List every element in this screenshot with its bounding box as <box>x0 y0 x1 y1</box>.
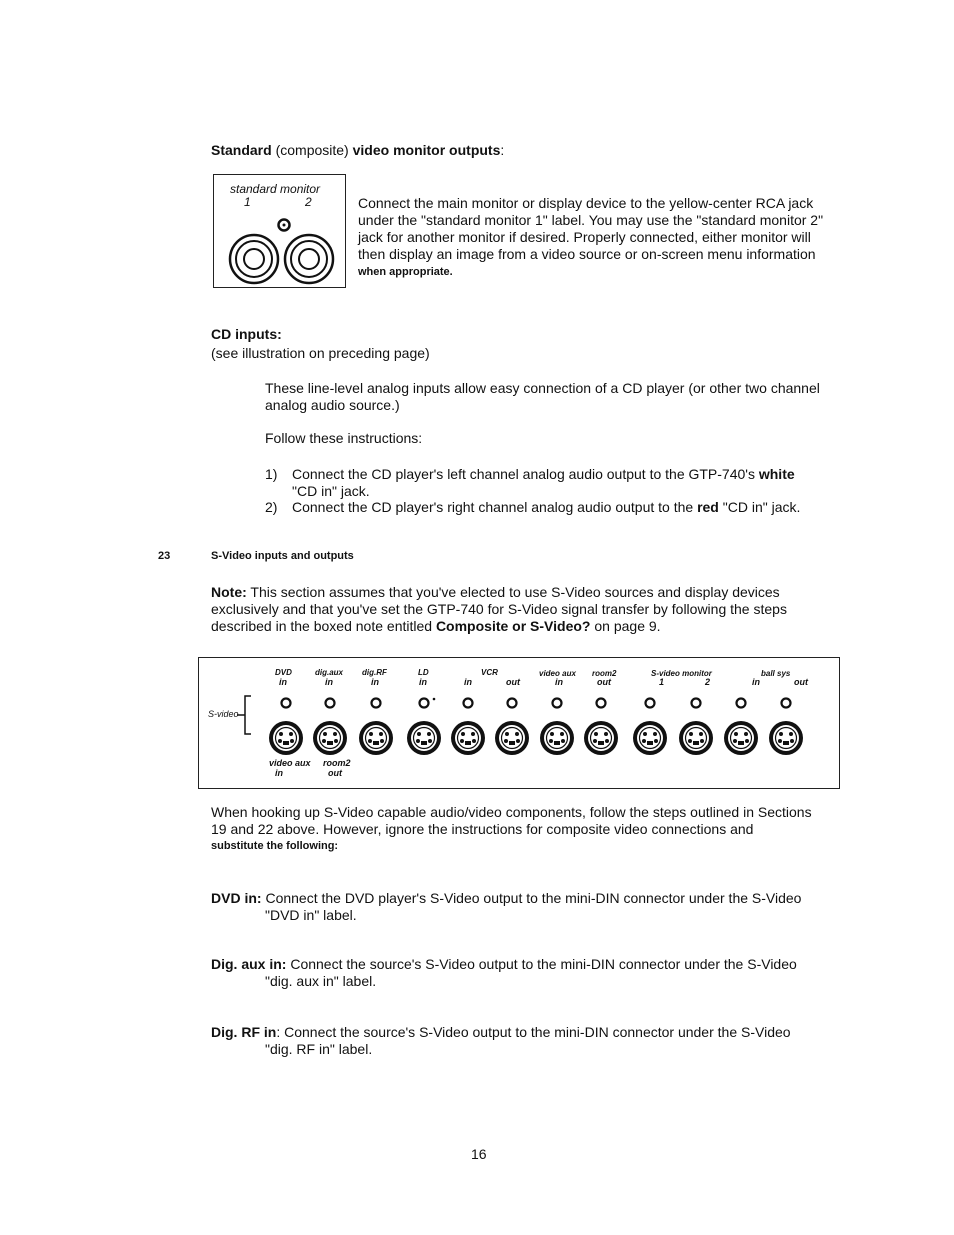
bottom-label-room2-out: out <box>328 768 342 778</box>
digrf-line1: : Connect the source's S-Video output to the mini-DIN connector under the S-Video <box>276 1024 791 1040</box>
cd-step2 <box>265 499 865 516</box>
label-ball-sys-in: in <box>752 677 760 687</box>
cd-subtitle: (see illustration on preceding page) <box>211 345 430 361</box>
digaux-paragraph <box>211 956 851 990</box>
cd-step1 <box>265 466 865 500</box>
cd-step1-number: 1) <box>265 466 278 482</box>
label-vcr-in: in <box>464 677 472 687</box>
label-svideo-monitor: S-video monitor <box>651 669 712 678</box>
note-line1: This section assumes that you've elected to use S-Video sources and display devices <box>246 584 780 600</box>
monitor-number-1: 1 <box>244 195 251 209</box>
composite-title-bold2: video monitor outputs <box>352 142 501 158</box>
label-room2-out: out <box>597 677 611 687</box>
label-video-aux-in: in <box>555 677 563 687</box>
page-number: 16 <box>471 1146 487 1162</box>
section-number: 23 <box>158 550 171 562</box>
svideo-jack <box>679 699 713 756</box>
dvd-in-line2: "DVD in" label. <box>265 907 357 923</box>
cd-title: CD inputs: <box>211 326 282 342</box>
svideo-jack <box>769 699 803 756</box>
svideo-jack <box>633 699 667 756</box>
label-room2: room2 <box>592 669 617 678</box>
note-line3b: on page 9. <box>590 618 661 634</box>
svideo-section-title: S-Video inputs and outputs <box>211 550 354 562</box>
svideo-note <box>211 584 851 635</box>
svideo-jack <box>313 699 347 756</box>
composite-description <box>358 195 878 281</box>
cd-step1-text-a: Connect the CD player's left channel analog audio output to the GTP-740's <box>292 466 759 482</box>
composite-title-regular: (composite) <box>271 142 353 158</box>
svideo-side-label: S-video <box>208 709 239 719</box>
svideo-jack <box>451 699 485 756</box>
label-monitor-1: 1 <box>659 677 665 687</box>
label-vcr-out: out <box>506 677 520 687</box>
label-video-aux: video aux <box>539 669 576 678</box>
composite-title <box>211 142 504 158</box>
note-line3a: described in the boxed note entitled <box>211 618 436 634</box>
label-digrf: dig.RF <box>362 668 387 677</box>
label-vcr: VCR <box>481 668 498 677</box>
after-panel-line3: substitute the following: <box>211 840 339 852</box>
composite-desc-line: Connect the main monitor or display device to the yellow-center RCA jack <box>358 195 814 211</box>
svideo-jack <box>407 699 441 756</box>
svideo-jack <box>495 699 529 756</box>
bottom-label-video-aux-in: in <box>275 768 283 778</box>
label-dvd: DVD <box>275 668 292 677</box>
cd-follow: Follow these instructions: <box>265 430 423 446</box>
svideo-jack <box>584 699 618 756</box>
composite-desc-last: when appropriate. <box>358 266 453 278</box>
bottom-label-video-aux: video aux <box>269 758 311 768</box>
label-ball-sys: ball sys <box>761 669 791 678</box>
svideo-jack <box>359 699 393 756</box>
cd-intro-line2: analog audio source.) <box>265 397 400 413</box>
label-digaux: dig.aux <box>315 668 344 677</box>
label-ball-sys-out: out <box>794 677 808 687</box>
cd-step2-text-b: "CD in" jack. <box>718 499 801 515</box>
label-ld-in: in <box>419 677 427 687</box>
label-digaux-in: in <box>325 677 333 687</box>
after-panel-line2: 19 and 22 above. However, ignore the instructions for composite video connections and <box>211 821 754 837</box>
digaux-label: Dig. aux in: <box>211 956 287 972</box>
digrf-paragraph <box>211 1024 851 1058</box>
dvd-in-line1: Connect the DVD player's S-Video output to the mini-DIN connector under the S-Video <box>261 890 802 906</box>
composite-desc-line: under the "standard monitor 1" label. You may use the "standard monitor 2" <box>358 212 824 228</box>
note-line3-bold: Composite or S-Video? <box>435 618 591 634</box>
standard-monitor-box <box>213 174 346 288</box>
composite-desc-line: jack for another monitor if desired. Properly connected, either monitor will <box>358 229 811 245</box>
composite-title-bold1: Standard <box>211 142 272 158</box>
digrf-label: Dig. RF in <box>211 1024 277 1040</box>
svideo-connector-panel <box>198 657 840 789</box>
composite-desc-line: then display an image from a video source or on-screen menu information <box>358 246 816 262</box>
cd-intro <box>265 380 865 414</box>
note-label: Note: <box>211 584 247 600</box>
after-panel-line1: When hooking up S-Video capable audio/video components, follow the steps outlined in Sections <box>211 804 812 820</box>
after-panel-text <box>211 804 851 855</box>
cd-step2-number: 2) <box>265 499 278 515</box>
cd-step2-bold: red <box>697 499 719 515</box>
dvd-in-label: DVD in: <box>211 890 262 906</box>
bottom-label-room2: room2 <box>323 758 351 768</box>
label-digrf-in: in <box>371 677 379 687</box>
dvd-in-paragraph <box>211 890 851 924</box>
digaux-line1: Connect the source's S-Video output to the mini-DIN connector under the S-Video <box>286 956 797 972</box>
svideo-jack <box>724 699 758 756</box>
cd-step1-text-b: "CD in" jack. <box>292 483 370 499</box>
label-ld: LD <box>418 668 429 677</box>
cd-step1-bold: white <box>758 466 795 482</box>
composite-title-colon: : <box>500 142 505 158</box>
digrf-line2: "dig. RF in" label. <box>265 1041 373 1057</box>
standard-monitor-label: standard monitor <box>230 182 321 196</box>
cd-intro-line1: These line-level analog inputs allow easy connection of a CD player (or other two channel <box>265 380 820 396</box>
note-line2: exclusively and that you've set the GTP-740 for S-Video signal transfer by following the steps <box>211 601 787 617</box>
svideo-jacks-icon <box>199 658 839 788</box>
rca-jacks-icon <box>214 211 345 287</box>
digaux-line2: "dig. aux in" label. <box>265 973 377 989</box>
svideo-jack <box>540 699 574 756</box>
label-monitor-2: 2 <box>705 677 711 687</box>
monitor-number-2: 2 <box>305 195 312 209</box>
svideo-jack <box>269 699 303 756</box>
cd-step2-text-a: Connect the CD player's right channel analog audio output to the <box>292 499 698 515</box>
label-dvd-in: in <box>279 677 287 687</box>
